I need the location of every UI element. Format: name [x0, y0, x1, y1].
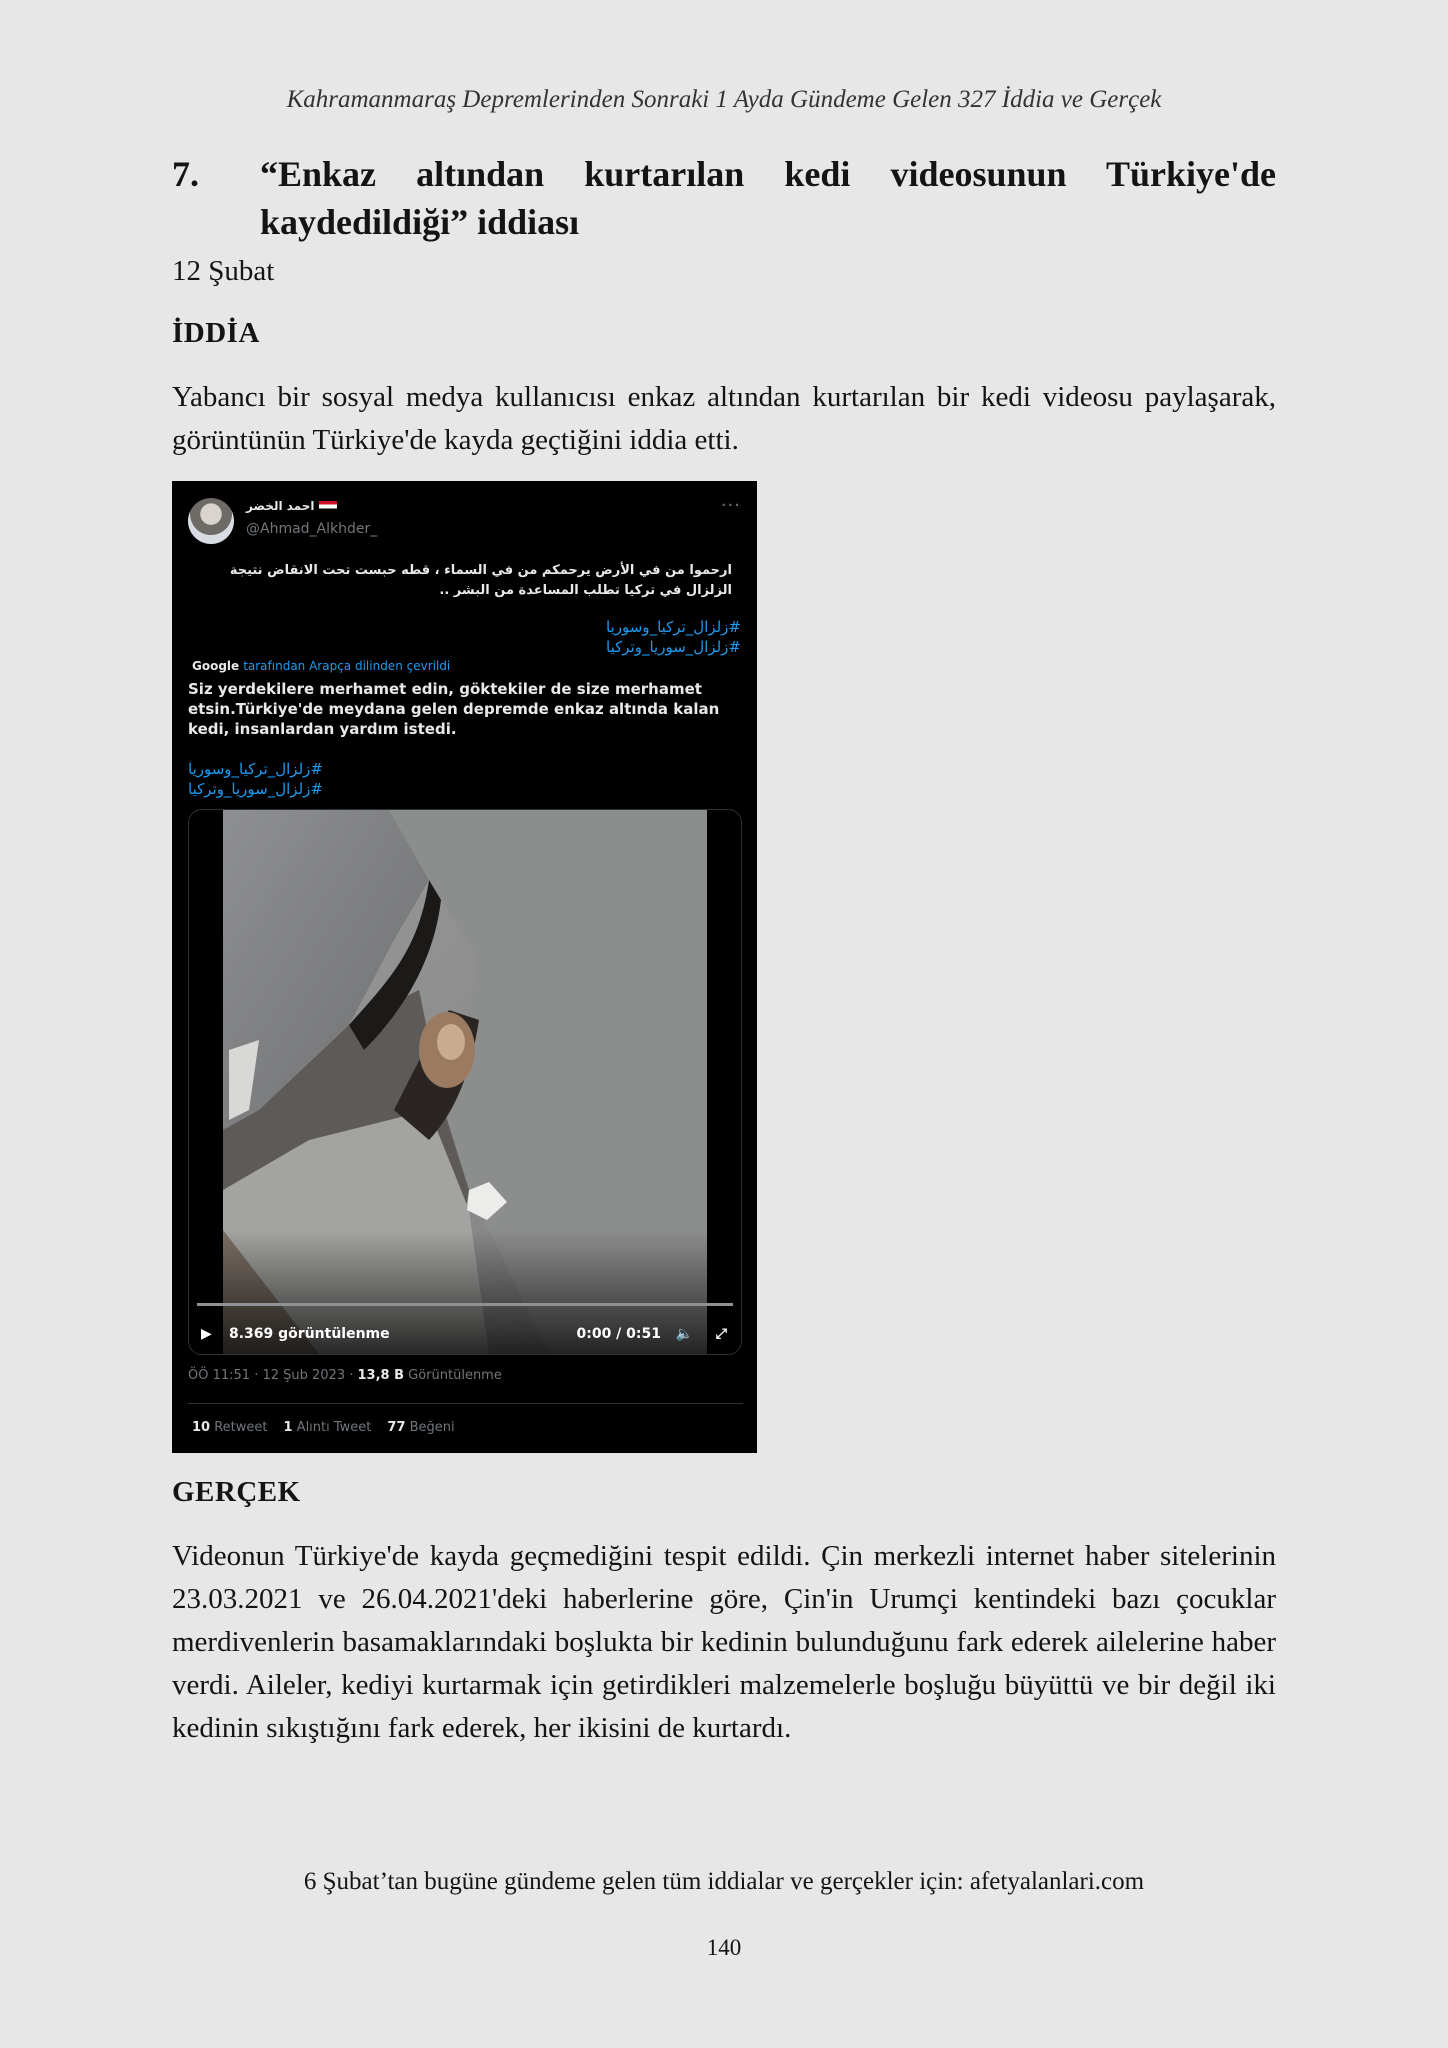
- claim-heading: İDDİA: [172, 317, 260, 349]
- hashtag: #زلزال_سوريا_وتركيا: [188, 780, 323, 798]
- page-number: 140: [706, 1935, 742, 1960]
- translation-link: tarafından Arapça dilinden çevrildi: [243, 659, 451, 673]
- hashtag: #زلزال_تركيا_وسوريا: [606, 618, 741, 636]
- running-head: Kahramanmaraş Depremlerinden Sonraki 1 Ayda Gündeme Gelen 327 İddia ve Gerçek: [286, 86, 1162, 113]
- translation-note: [192, 659, 450, 673]
- fact-text: Videonun Türkiye'de kayda geçmediğini tespit edildi. Çin merkezli internet haber sitelerinin 23.03.2021 ve 26.04.2021'deki haberlerine göre, Çin'in Urumçi kentindeki bazı çocuklar merdivenlerin basamaklarındaki boşlukta bir kedinin bulunduğunu fark ederek ailelerine haber verdi. Aileler, kediyi kurtarmak için getirdikleri malzemelerle boşluğu büyüttü ve bir değil iki kedinin sıkıştığını fark ederek, her ikisini de kurtardı.: [172, 1540, 1276, 1744]
- video-time: 0:00 / 0:51: [576, 1326, 661, 1342]
- avatar: [188, 498, 234, 544]
- tweet-view-count: 13,8 B: [357, 1368, 405, 1383]
- tweet-stats: [192, 1420, 455, 1435]
- more-options-icon: ···: [720, 495, 741, 516]
- flag-icon: [319, 501, 337, 512]
- section-number: 7.: [172, 154, 199, 194]
- play-icon: ▶: [201, 1326, 212, 1342]
- tweet-display-name: احمد الخضر: [246, 499, 337, 513]
- video-frame-cat-in-rubble: [189, 810, 741, 1354]
- google-logo: Google: [192, 659, 240, 673]
- section-date: 12 Şubat: [172, 255, 275, 287]
- fullscreen-icon: ⤢: [715, 1326, 727, 1342]
- retweet-count: 10: [192, 1420, 211, 1435]
- like-count: 77: [387, 1420, 406, 1435]
- tweet-text-translated: Siz yerdekilere merhamet edin, göktekiler de size merhamet etsin.Türkiye'de meydana gelen depremde enkaz altında kalan kedi, insanlardan yardım istedi.: [188, 680, 720, 738]
- tweet-screenshot: [172, 481, 757, 1453]
- tweet-meta: [188, 1368, 502, 1383]
- section-title: [172, 150, 1276, 246]
- video-progress-bar: [197, 1303, 733, 1306]
- video-view-count: 8.369 görüntülenme: [229, 1326, 390, 1342]
- tweet-hashtags-translated: [188, 759, 323, 799]
- tweet-timestamp: ÖÖ 11:51 · 12 Şub 2023 ·: [188, 1368, 358, 1383]
- quote-label: Alıntı Tweet: [292, 1420, 372, 1435]
- tweet-handle: @Ahmad_Alkhder_: [246, 521, 378, 537]
- section-title-line1: “Enkaz altından kurtarılan kedi videosunun Türkiye'de: [260, 154, 1276, 194]
- claim-text: Yabancı bir sosyal medya kullanıcısı enkaz altından kurtarılan bir kedi videosu paylaşarak, görüntünün Türkiye'de kayda geçtiğini iddia etti.: [172, 381, 1276, 456]
- tweet-view-label: Görüntülenme: [404, 1368, 502, 1383]
- footer-text: 6 Şubat’tan bugüne gündeme gelen tüm iddialar ve gerçekler için: afetyalanlari.com: [303, 1868, 1145, 1895]
- quote-count: 1: [283, 1420, 293, 1435]
- section-title-line2: kaydedildiği” iddiası: [260, 202, 580, 242]
- volume-icon: 🔈: [675, 1326, 693, 1342]
- hashtag: #زلزال_سوريا_وتركيا: [606, 638, 741, 656]
- retweet-label: Retweet: [210, 1420, 268, 1435]
- tweet-text-arabic: ارحموا من في الأرض يرحمكم من في السماء ، قطه حبست تحت الانقاض نتيجة الزلزال في تركيا تطلب المساعدة من البشر ..: [229, 563, 732, 598]
- like-label: Beğeni: [405, 1420, 455, 1435]
- fact-heading: GERÇEK: [172, 1476, 301, 1508]
- hashtag: #زلزال_تركيا_وسوريا: [188, 760, 323, 778]
- divider: [188, 1403, 743, 1404]
- video-player: [188, 809, 742, 1355]
- tweet-hashtags-arabic: [606, 617, 741, 657]
